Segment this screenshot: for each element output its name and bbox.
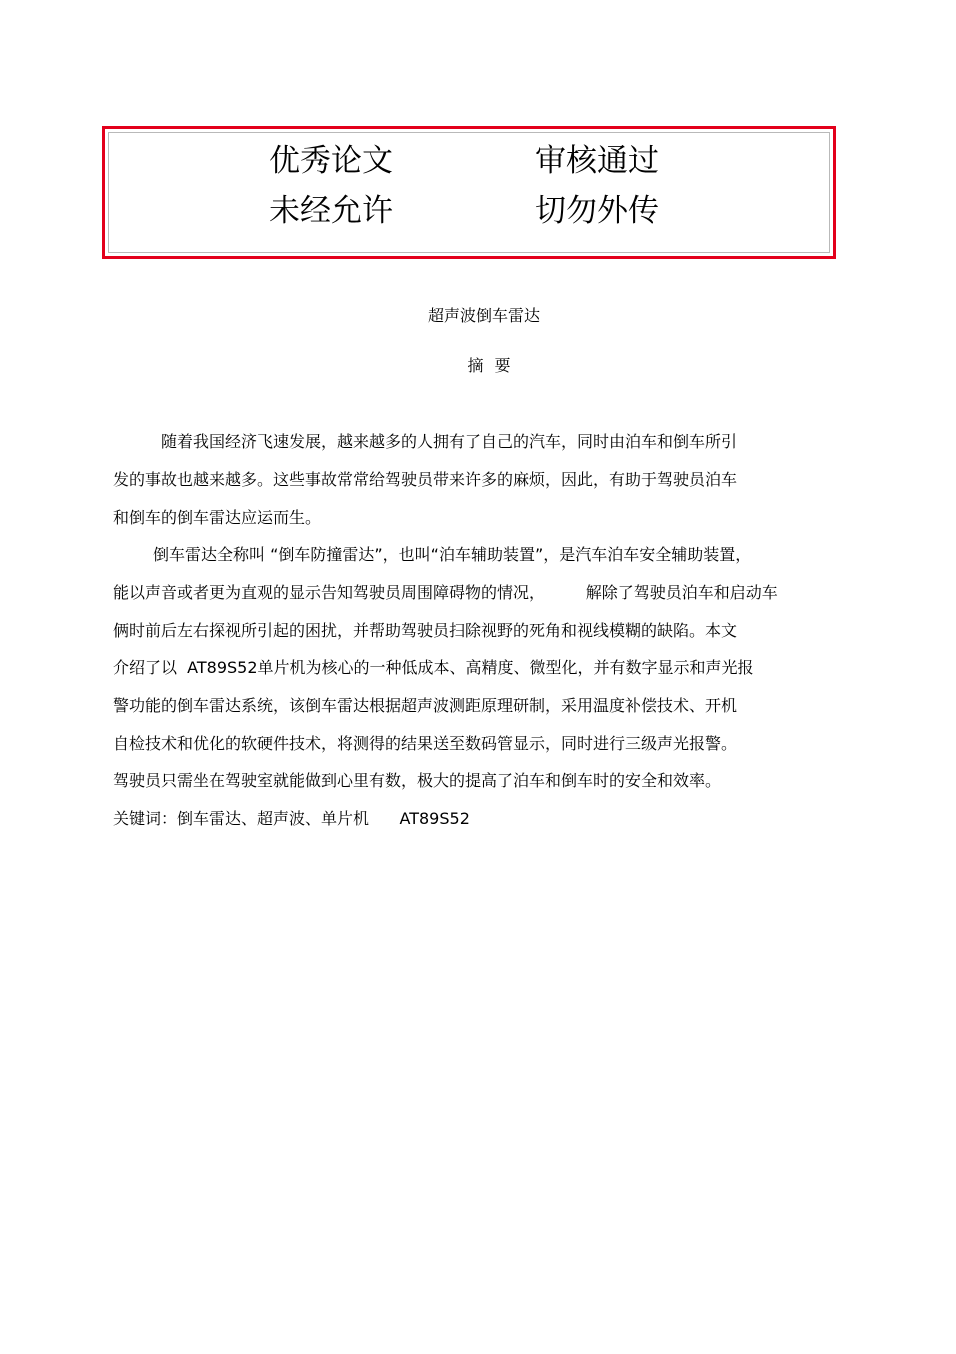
abstract-line-7: 介绍了以 AT89S52单片机为核心的一种低成本、高精度、微型化，并有数字显示和声光报 (113, 658, 754, 677)
abstract-line-2: 发的事故也越来越多。这些事故常常给驾驶员带来许多的麻烦，因此，有助于驾驶员泊车 (113, 470, 738, 489)
document-title: 超声波倒车雷达 (427, 306, 540, 325)
abstract-line-1: 随着我国经济飞速发展，越来越多的人拥有了自己的汽车，同时由泊车和倒车所引 (161, 432, 738, 451)
abstract-line-4: 倒车雷达全称叫 “倒车防撞雷达”，也叫“泊车辅助装置”，是汽车泊车安全辅助装置， (153, 545, 752, 564)
stamp-text-3: 未经允许 (269, 193, 393, 229)
stamp-text-1: 优秀论文 (269, 143, 393, 179)
abstract-heading: 摘 要 (467, 356, 511, 375)
abstract-line-3: 和倒车的倒车雷达应运而生。 (113, 508, 322, 527)
abstract-line-5: 能以声音或者更为直观的显示告知驾驶员周围障碍物的情况， 解除了驾驶员泊车和启动车 (113, 583, 778, 602)
abstract-line-9: 自检技术和优化的软硬件技术，将测得的结果送至数码管显示，同时进行三级声光报警。 (113, 734, 738, 753)
stamp-box (102, 126, 836, 259)
abstract-line-6: 俩时前后左右探视所引起的困扰，并帮助驾驶员扫除视野的死角和视线模糊的缺陷。本文 (113, 621, 738, 640)
stamp-text-2: 审核通过 (535, 143, 659, 179)
stamp-text-4: 切勿外传 (535, 193, 659, 229)
abstract-line-10: 驾驶员只需坐在驾驶室就能做到心里有数，极大的提高了泊车和倒车时的安全和效率。 (113, 771, 722, 790)
keywords-line: 关键词：倒车雷达、超声波、单片机 AT89S52 (113, 809, 470, 828)
abstract-line-8: 警功能的倒车雷达系统，该倒车雷达根据超声波测距原理研制，采用温度补偿技术、开机 (113, 696, 738, 715)
stamp-inner-border (108, 132, 830, 253)
